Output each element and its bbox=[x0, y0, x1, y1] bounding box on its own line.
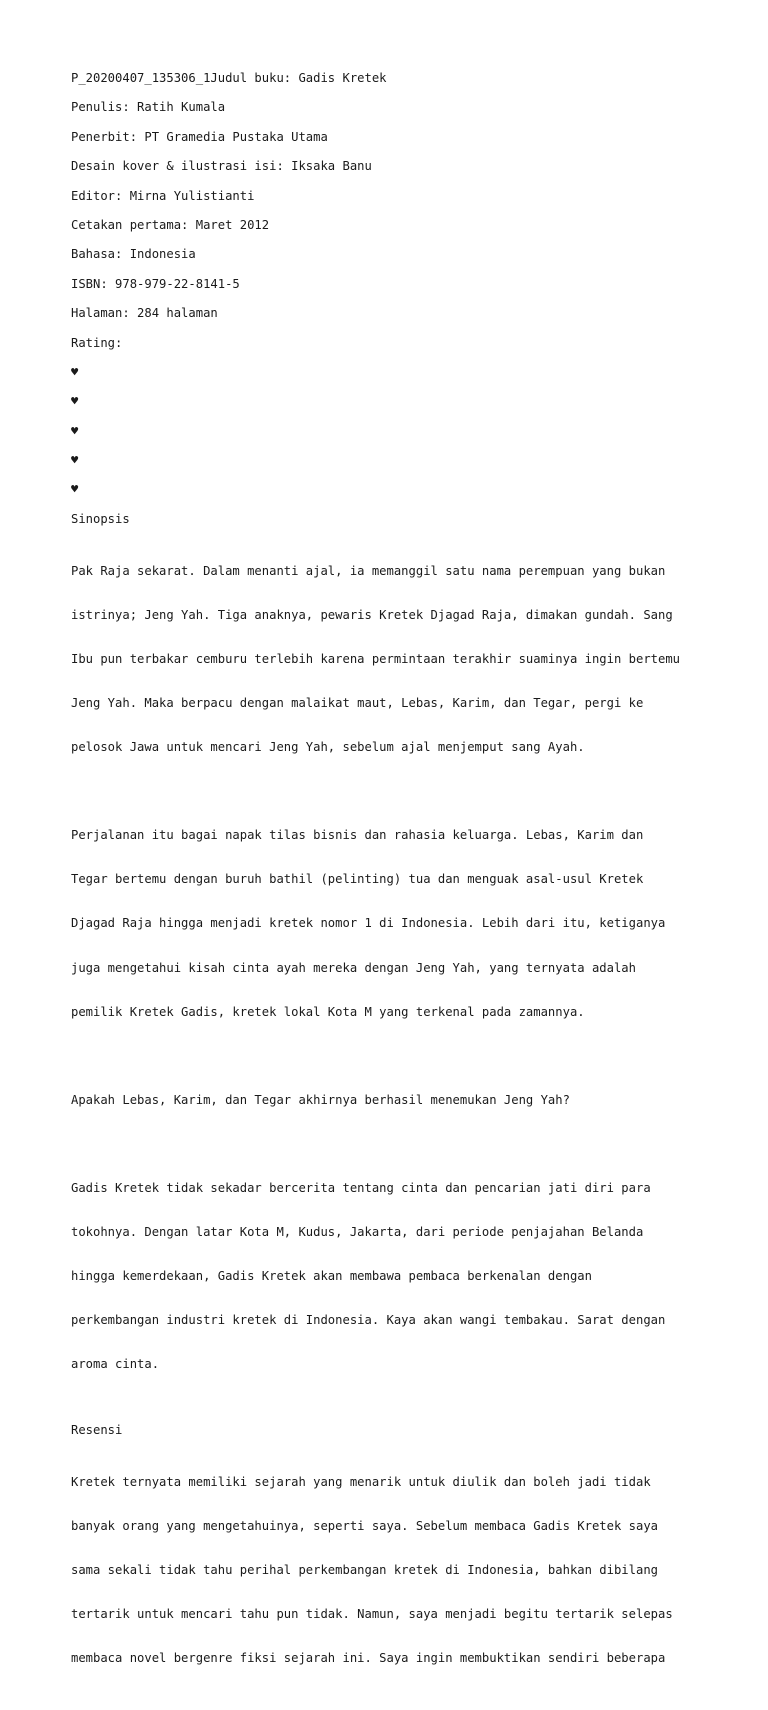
heart-icon: ♥ bbox=[71, 453, 79, 468]
heart-icon: ♥ bbox=[71, 423, 79, 438]
text-line: Tegar bertemu dengan buruh bathil (pelinting) tua dan menguak asal-usul Kretek bbox=[71, 872, 644, 887]
sinopsis-paragraph bbox=[71, 1151, 711, 1401]
text-line: hingga kemerdekaan, Gadis Kretek akan membawa pembaca berkenalan dengan bbox=[71, 1269, 592, 1284]
heart-icon: ♥ bbox=[71, 394, 79, 409]
sinopsis-heading: Sinopsis bbox=[71, 511, 130, 526]
sinopsis-paragraph bbox=[71, 534, 711, 784]
heart-icon: ♥ bbox=[71, 364, 79, 379]
text-line: Djagad Raja hingga menjadi kretek nomor 1 di Indonesia. Lebih dari itu, ketiganya bbox=[71, 916, 666, 931]
first-print-line: Cetakan pertama: Maret 2012 bbox=[71, 217, 270, 232]
text-line: istrinya; Jeng Yah. Tiga anaknya, pewaris Kretek Djagad Raja, dimakan gundah. Sang bbox=[71, 607, 673, 622]
title-line: P_20200407_135306_1Judul buku: Gadis Kretek bbox=[71, 71, 387, 85]
isbn-line: ISBN: 978-979-22-8141-5 bbox=[71, 276, 240, 291]
pages-line: Halaman: 284 halaman bbox=[71, 306, 218, 321]
author-line: Penulis: Ratih Kumala bbox=[71, 100, 226, 115]
text-line: membaca novel bergenre fiksi sejarah ini. Saya ingin membuktikan sendiri beberapa bbox=[71, 1651, 666, 1666]
text-line: perkembangan industri kretek di Indonesia. Kaya akan wangi tembakau. Sarat dengan bbox=[71, 1313, 666, 1328]
language-line: Bahasa: Indonesia bbox=[71, 247, 196, 262]
text-line: Gadis Kretek tidak sekadar bercerita tentang cinta dan pencarian jati diri para bbox=[71, 1180, 651, 1195]
cover-design-line: Desain kover & ilustrasi isi: Iksaka Banu bbox=[71, 159, 372, 174]
text-line: sama sekali tidak tahu perihal perkembangan kretek di Indonesia, bahkan dibilang bbox=[71, 1563, 658, 1578]
text-line: juga mengetahui kisah cinta ayah mereka dengan Jeng Yah, yang ternyata adalah bbox=[71, 960, 636, 975]
rating-hearts bbox=[71, 358, 711, 505]
text-line: Apakah Lebas, Karim, dan Tegar akhirnya berhasil menemukan Jeng Yah? bbox=[71, 1092, 570, 1107]
resensi-paragraph bbox=[71, 1445, 711, 1695]
text-line: banyak orang yang mengetahuinya, seperti saya. Sebelum membaca Gadis Kretek saya bbox=[71, 1518, 658, 1533]
text-line: tertarik untuk mencari tahu pun tidak. Namun, saya menjadi begitu tertarik selepas bbox=[71, 1607, 673, 1622]
rating-label: Rating: bbox=[71, 335, 123, 350]
text-line: Pak Raja sekarat. Dalam menanti ajal, ia memanggil satu nama perempuan yang bukan bbox=[71, 563, 666, 578]
editor-line: Editor: Mirna Yulistianti bbox=[71, 188, 255, 203]
text-line: aroma cinta. bbox=[71, 1357, 160, 1372]
text-line: Ibu pun terbakar cemburu terlebih karena permintaan terakhir suaminya ingin bertemu bbox=[71, 651, 681, 666]
resensi-heading: Resensi bbox=[71, 1423, 123, 1437]
text-line: Jeng Yah. Maka berpacu dengan malaikat maut, Lebas, Karim, dan Tegar, pergi ke bbox=[71, 695, 644, 710]
publisher-line: Penerbit: PT Gramedia Pustaka Utama bbox=[71, 129, 328, 144]
text-line: tokohnya. Dengan latar Kota M, Kudus, Jakarta, dari periode penjajahan Belanda bbox=[71, 1224, 644, 1239]
text-line: pemilik Kretek Gadis, kretek lokal Kota M yang terkenal pada zamannya. bbox=[71, 1004, 585, 1019]
text-line: Kretek ternyata memiliki sejarah yang menarik untuk diulik dan boleh jadi tidak bbox=[71, 1474, 651, 1489]
sinopsis-paragraph bbox=[71, 799, 711, 1049]
document-page bbox=[71, 64, 711, 1710]
heart-icon: ♥ bbox=[71, 482, 79, 497]
text-line: Perjalanan itu bagai napak tilas bisnis dan rahasia keluarga. Lebas, Karim dan bbox=[71, 828, 644, 843]
sinopsis-paragraph bbox=[71, 1063, 711, 1137]
text-line: pelosok Jawa untuk mencari Jeng Yah, sebelum ajal menjemput sang Ayah. bbox=[71, 740, 585, 755]
book-metadata bbox=[71, 64, 711, 358]
